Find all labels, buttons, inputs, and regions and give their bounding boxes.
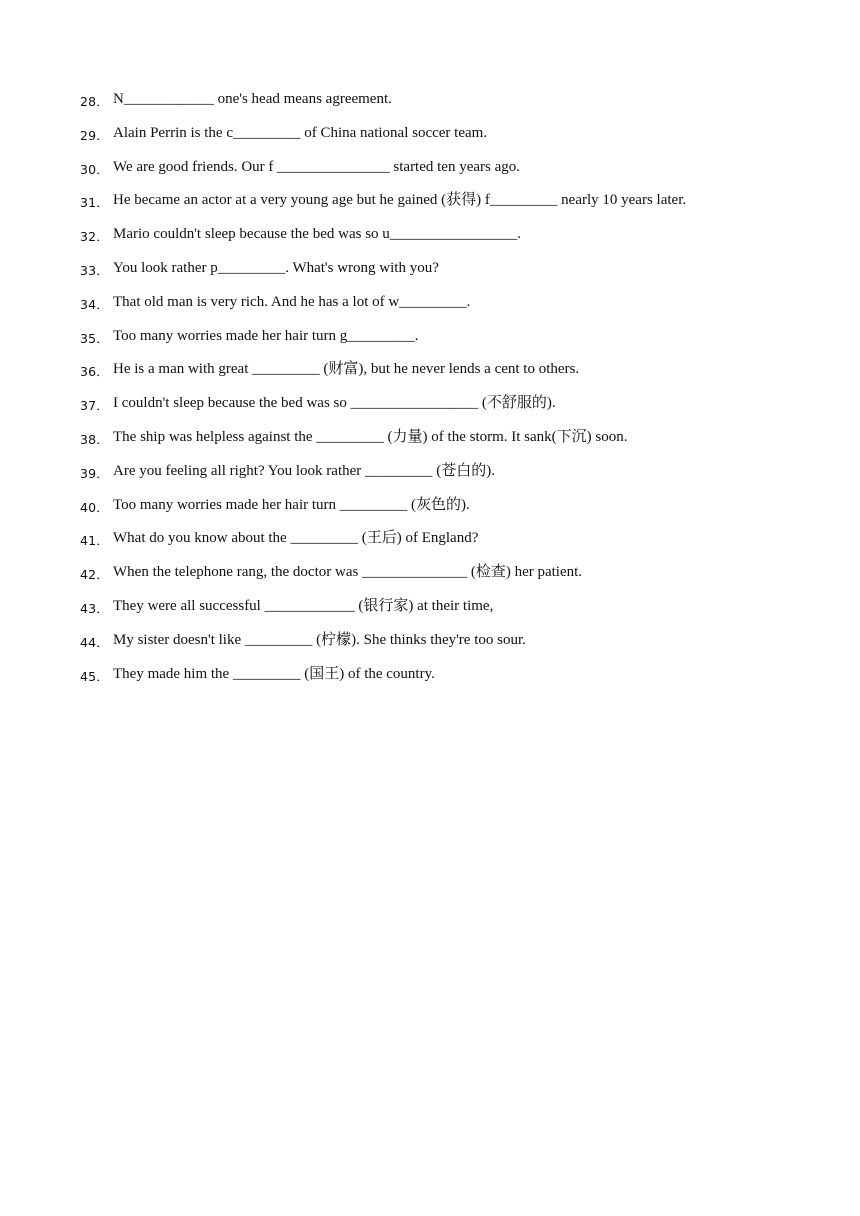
question-text: Mario couldn't sleep because the bed was so u_________________.	[113, 226, 522, 243]
question-number: 32．	[80, 229, 110, 245]
question-number: 42．	[80, 567, 110, 583]
question-text: They were all successful ____________ (银行家) at their time,	[113, 597, 494, 614]
question-item	[80, 664, 820, 698]
question-item	[80, 359, 820, 393]
question-text: Too many worries made her hair turn g_________.	[113, 327, 419, 344]
question-item	[80, 123, 820, 157]
question-item	[80, 326, 820, 360]
question-number: 33．	[80, 262, 110, 278]
question-text: He became an actor at a very young age but he gained (获得) f_________ nearly 10 years later.	[113, 192, 687, 209]
question-item	[80, 495, 820, 529]
question-text: We are good friends. Our f _______________ started ten years ago.	[113, 158, 521, 175]
question-item	[80, 528, 820, 562]
question-number: 44．	[80, 634, 110, 650]
question-number: 40．	[80, 499, 110, 515]
question-item	[80, 562, 820, 596]
question-text: You look rather p_________. What's wrong with you?	[113, 259, 439, 276]
question-number: 31．	[80, 195, 110, 211]
question-number: 43．	[80, 600, 110, 616]
question-number: 41．	[80, 533, 110, 549]
question-text: My sister doesn't like _________ (柠檬). She thinks they're too sour.	[113, 631, 526, 648]
question-number: 39．	[80, 465, 110, 481]
question-text: N____________ one's head means agreement.	[113, 91, 392, 107]
question-item	[80, 258, 820, 292]
question-list	[80, 89, 820, 697]
question-text: I couldn't sleep because the bed was so _________________ (不舒服的).	[113, 395, 556, 412]
question-number: 37．	[80, 398, 110, 414]
question-item	[80, 224, 820, 258]
question-number: 29．	[80, 127, 110, 143]
question-number: 34．	[80, 296, 110, 312]
question-number: 30．	[80, 161, 110, 177]
question-item	[80, 630, 820, 664]
question-number: 45．	[80, 668, 110, 684]
question-text: What do you know about the _________ (王后) of England?	[113, 530, 479, 547]
question-text: Alain Perrin is the c_________ of China national soccer team.	[113, 124, 488, 141]
question-item	[80, 292, 820, 326]
question-text: When the telephone rang, the doctor was ______________ (检查) her patient.	[113, 564, 583, 581]
question-number: 35．	[80, 330, 110, 346]
question-item	[80, 427, 820, 461]
question-item	[80, 393, 820, 427]
question-text: Are you feeling all right? You look rather _________ (苍白的).	[113, 462, 496, 479]
question-item	[80, 461, 820, 495]
question-item	[80, 596, 820, 630]
question-number: 36．	[80, 364, 110, 380]
question-text: The ship was helpless against the _________ (力量) of the storm. It sank(下沉) soon.	[113, 428, 628, 445]
question-item	[80, 157, 820, 191]
question-number: 28．	[80, 94, 110, 109]
question-text: That old man is very rich. And he has a lot of w_________.	[113, 293, 471, 310]
question-item	[80, 190, 820, 224]
question-text: They made him the _________ (国王) of the country.	[113, 665, 435, 682]
question-text: He is a man with great _________ (财富), but he never lends a cent to others.	[113, 361, 580, 378]
question-number: 38．	[80, 431, 110, 447]
question-item	[80, 89, 820, 123]
question-text: Too many worries made her hair turn _________ (灰色的).	[113, 496, 470, 513]
